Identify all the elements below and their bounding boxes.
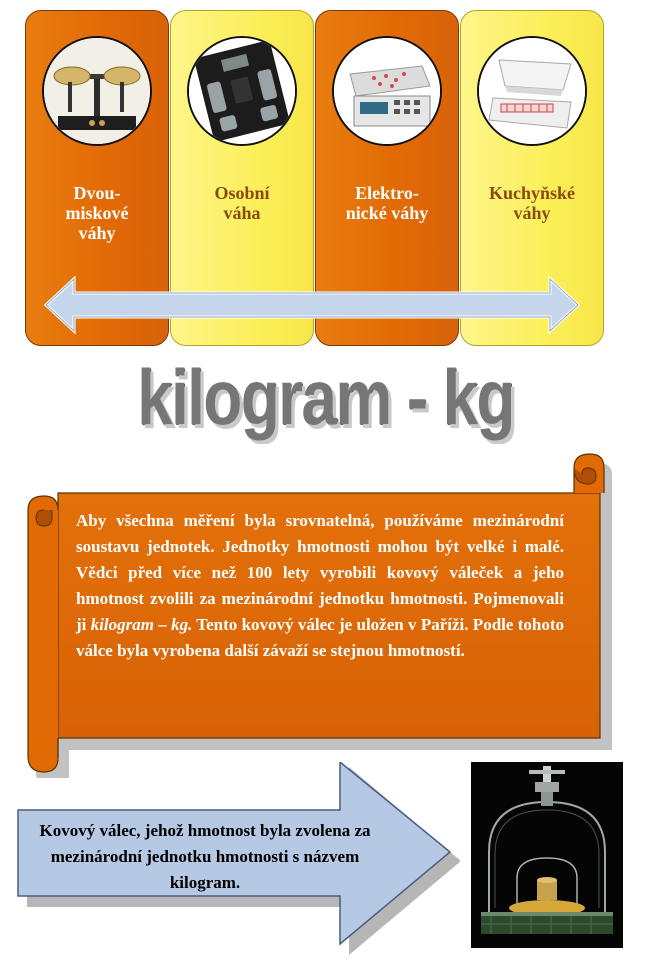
balance-scale-icon <box>42 36 152 146</box>
card-label: Elektro- nické váhy <box>345 183 429 223</box>
card-label: Kuchyňské váhy <box>488 183 576 223</box>
card-label: Osobní váha <box>214 183 270 223</box>
page-title: kilogram - kg <box>137 353 514 441</box>
arrow-caption: Kovový válec, jehož hmotnost byla zvolena za mezinárodní jednotku hmotnosti s názvem kilogram. <box>39 821 371 892</box>
kitchen-scale-icon <box>477 36 587 146</box>
kilogram-prototype-photo <box>471 762 623 948</box>
double-arrow-icon <box>0 267 651 347</box>
scroll-paragraph: Aby všechna měření byla srovnatelná, používáme mezinárodní soustavu jednotek. Jednotky hmotnosti mohou být velké i malé. Vědci před více než 100 lety vyrobili kovový váleček a jeho hmotnost zvolili za mezinárodní jednotku hmotnosti. Pojmenovali ji kilogram – kg. Tento kovový válec je uložen v Paříži. Podle tohoto válce byla vyrobena další závaží se stejnou hmotností. <box>76 511 564 660</box>
card-label: Dvou- miskové váhy <box>65 183 129 243</box>
electronic-scale-icon <box>332 36 442 146</box>
bathroom-scale-icon <box>187 36 297 146</box>
